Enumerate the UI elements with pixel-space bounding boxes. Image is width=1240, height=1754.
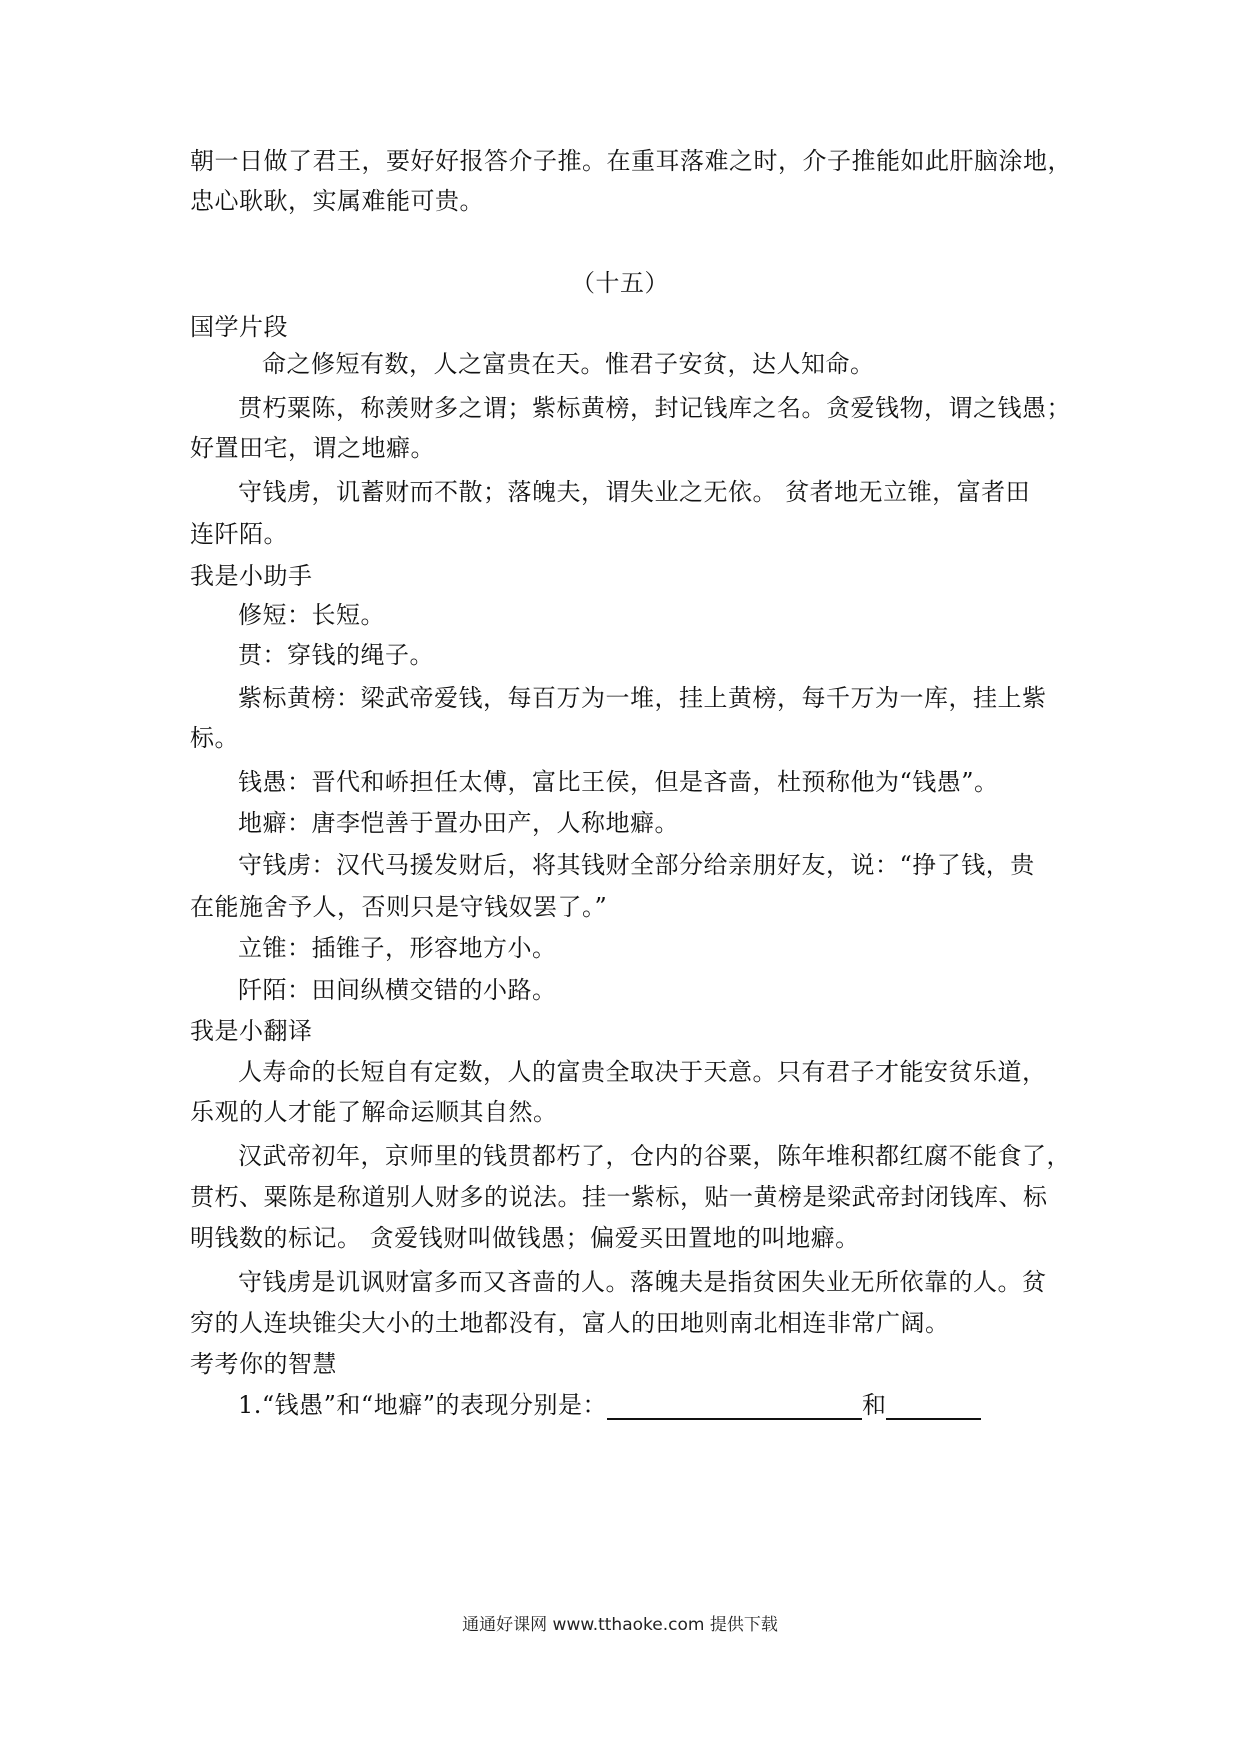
translate-line-5: 明钱数的标记。 贪爱钱财叫做钱愚；偏爱买田置地的叫地癖。 bbox=[190, 1224, 860, 1252]
helper-line-2: 贯：穿钱的绳子。 bbox=[238, 641, 434, 669]
helper-line-10: 阡陌：田间纵横交错的小路。 bbox=[238, 976, 557, 1004]
quiz-q1-and: 和 bbox=[861, 1391, 887, 1419]
helper-line-1: 修短：长短。 bbox=[238, 601, 385, 629]
helper-line-3: 紫标黄榜：梁武帝爱钱，每百万为一堆，挂上黄榜，每千万为一库，挂上紫 bbox=[238, 684, 1047, 712]
translate-line-2: 乐观的人才能了解命运顺其自然。 bbox=[190, 1098, 558, 1126]
heading-translate: 我是小翻译 bbox=[190, 1017, 313, 1045]
guoxue-line-2: 贯朽粟陈，称羡财多之谓；紫标黄榜，封记钱库之名。贪爱钱物，谓之钱愚； bbox=[238, 394, 1071, 422]
helper-line-5: 钱愚：晋代和峤担任太傅，富比王侯，但是吝啬，杜预称他为“钱愚”。 bbox=[238, 768, 999, 796]
helper-line-6: 地癖：唐李恺善于置办田产，人称地癖。 bbox=[238, 809, 679, 837]
translate-line-7: 穷的人连块锥尖大小的土地都没有，富人的田地则南北相连非常广阔。 bbox=[190, 1309, 950, 1337]
heading-quiz: 考考你的智慧 bbox=[190, 1350, 337, 1378]
translate-line-3: 汉武帝初年，京师里的钱贯都朽了，仓内的谷粟，陈年堆积都红腐不能食了， bbox=[238, 1142, 1071, 1170]
heading-helper: 我是小助手 bbox=[190, 562, 313, 590]
translate-line-1: 人寿命的长短自有定数，人的富贵全取决于天意。只有君子才能安贫乐道， bbox=[238, 1058, 1047, 1086]
helper-line-9: 立锥：插锥子，形容地方小。 bbox=[238, 934, 557, 962]
guoxue-line-4: 守钱虏，讥蓄财而不散；落魄夫，谓失业之无依。 贫者地无立锥，富者田 bbox=[238, 478, 1031, 506]
heading-guoxue: 国学片段 bbox=[190, 313, 288, 341]
helper-line-7: 守钱虏：汉代马援发财后，将其钱财全部分给亲朋好友，说：“挣了钱，贵 bbox=[238, 851, 1035, 879]
intro-line-2: 忠心耿耿，实属难能可贵。 bbox=[190, 187, 484, 215]
intro-line-1: 朝一日做了君王，要好好报答介子推。在重耳落难之时，介子推能如此肝脑涂地， bbox=[190, 147, 1072, 175]
guoxue-line-5: 连阡陌。 bbox=[190, 520, 288, 548]
quiz-question-1 bbox=[238, 1390, 981, 1420]
quiz-q1-answer-blank-1[interactable] bbox=[607, 1392, 862, 1420]
quiz-q1-answer-blank-2[interactable] bbox=[886, 1392, 981, 1420]
quiz-q1-text: 1.“钱愚”和“地癖”的表现分别是： bbox=[238, 1391, 607, 1419]
helper-line-8: 在能施舍予人，否则只是守钱奴罢了。” bbox=[190, 893, 608, 921]
translate-line-6: 守钱虏是讥讽财富多而又吝啬的人。落魄夫是指贫困失业无所依靠的人。贫 bbox=[238, 1268, 1047, 1296]
helper-line-4: 标。 bbox=[190, 724, 239, 752]
guoxue-line-1: 命之修短有数，人之富贵在天。惟君子安贫，达人知命。 bbox=[262, 350, 875, 378]
section-title: （十五） bbox=[571, 269, 669, 297]
guoxue-line-3: 好置田宅，谓之地癖。 bbox=[190, 434, 435, 462]
translate-line-4: 贯朽、粟陈是称道别人财多的说法。挂一紫标，贴一黄榜是梁武帝封闭钱库、标 bbox=[190, 1183, 1048, 1211]
footer-download-note: 通通好课网 www.tthaoke.com 提供下载 bbox=[462, 1615, 778, 1635]
